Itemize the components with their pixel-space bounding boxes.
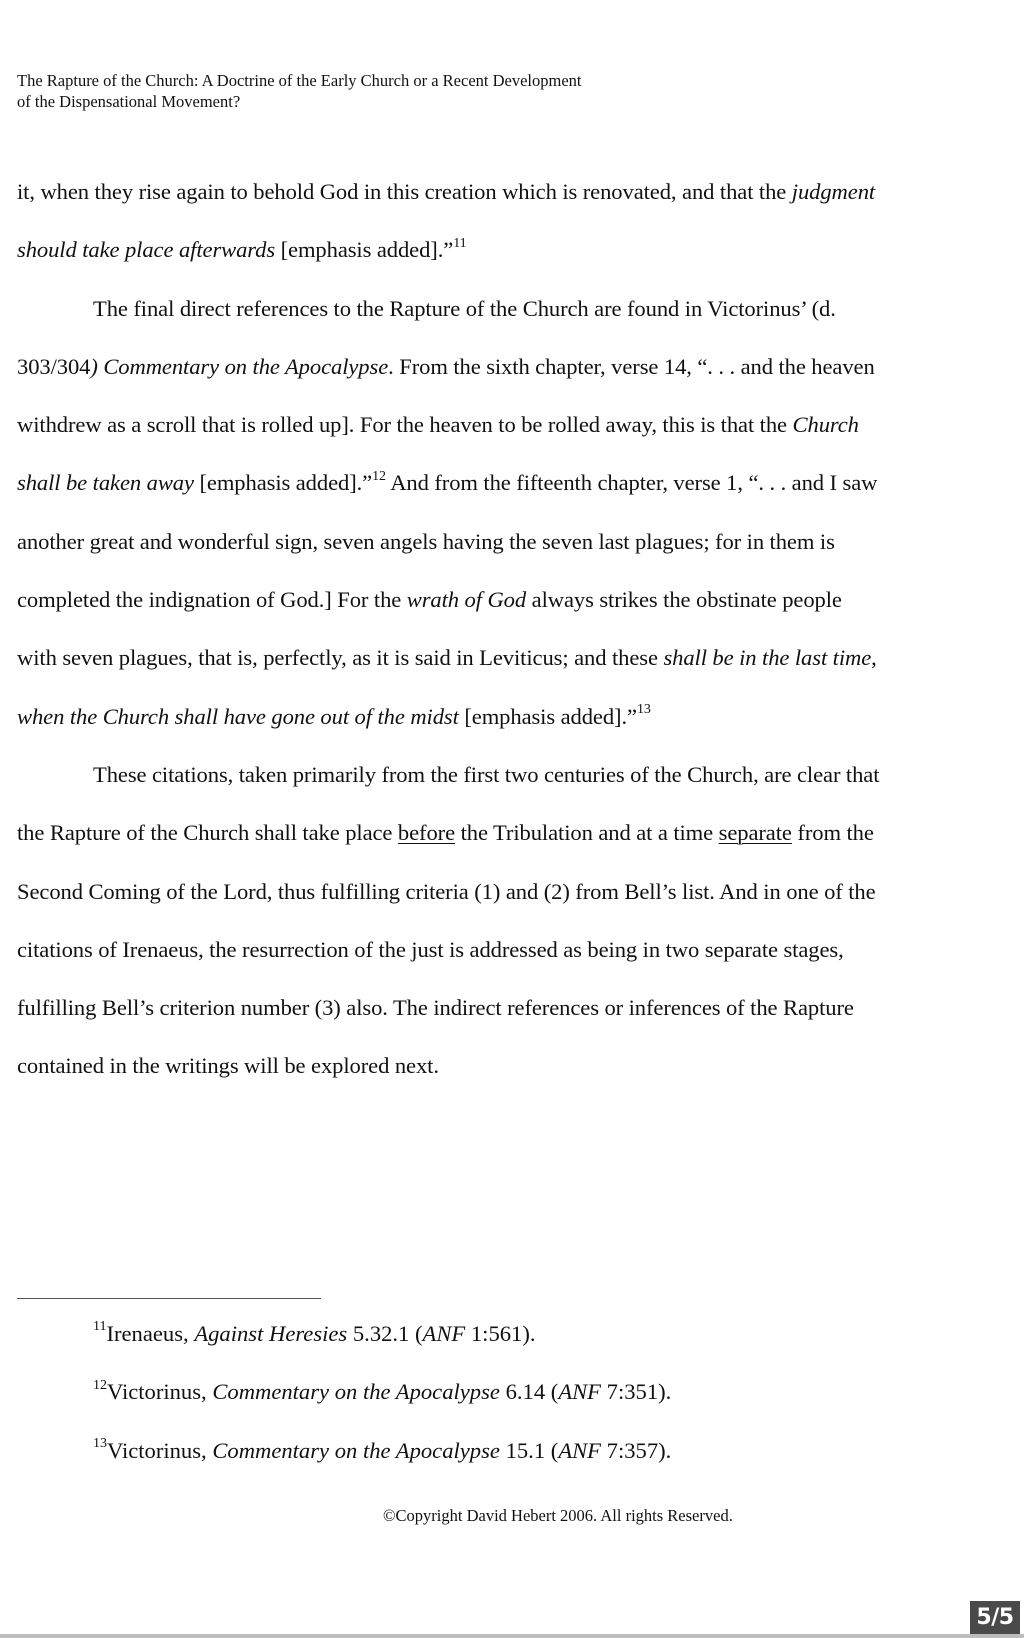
body-line: when the Church shall have gone out of the midst [emphasis added].”$^{13}$ (17, 702, 651, 729)
emphasis-text: judgment (791, 179, 876, 204)
emphasis-text: shall be in the last time (663, 645, 872, 671)
emphasis-text: shall be taken away (17, 470, 194, 496)
body-line: should take place afterwards [emphasis added].”$^{11}$ (17, 235, 467, 263)
body-line: it, when they rise again to behold God in this creation which is renovated, and that the judgment (17, 179, 876, 204)
copyright-notice: ©Copyright David Hebert 2006. All rights Reserved. (383, 1506, 733, 1525)
body-line: the Rapture of the Church shall take place before the Tribulation and at a time separate from the (17, 820, 874, 846)
body-line: fulfilling Bell’s criterion number (3) also. The indirect references or inferences of the Rapture (17, 995, 854, 1021)
emphasis-text: should take place afterwards (17, 237, 276, 263)
body-line: citations of Irenaeus, the resurrection of the just is addressed as being in two separate stages, (17, 936, 844, 962)
emphasis-text: wrath of God (406, 587, 527, 613)
body-line: contained in the writings will be explored next. (17, 1053, 439, 1079)
body-line: Second Coming of the Lord, thus fulfilling criteria (1) and (2) from Bell’s list. And in one of the (17, 878, 876, 904)
underlined-text: separate (718, 820, 792, 846)
running-header (17, 70, 737, 112)
footnote-ref-11[interactable]: 11 (453, 235, 467, 251)
paragraph-start: The final direct references to the Rapture of the Church are found in Victorinus’ (d. (93, 295, 836, 321)
footnote: $^{12}$Victorinus, Commentary on the Apocalypse 6.14 (ANF 7:351). (93, 1377, 672, 1405)
body-line: shall be taken away [emphasis added].”$^{12}$ And from the fifteenth chapter, verse 1, “. . . and I saw (17, 468, 878, 496)
body-line: withdrew as a scroll that is rolled up]. For the heaven to be rolled away, this is that the Church (17, 412, 859, 438)
page-indicator: 5/5 (970, 1601, 1020, 1634)
footnote: $^{11}$Irenaeus, Against Heresies 5.32.1 (ANF 1:561). (93, 1319, 536, 1346)
viewer-bottom-border (0, 1634, 1024, 1638)
underlined-text: before (397, 820, 456, 846)
footnote-number: 12 (93, 1377, 107, 1393)
body-line: with seven plagues, that is, perfectly, as it is said in Leviticus; and these shall be in the last time, (17, 645, 877, 671)
footnote-number: 11 (93, 1319, 107, 1335)
paragraph-start: These citations, taken primarily from the first two centuries of the Church, are clear that (93, 761, 880, 787)
body-line: another great and wonderful sign, seven angels having the seven last plagues; for in them is (17, 528, 835, 554)
footnotes (93, 1305, 993, 1480)
footnote: $^{13}$Victorinus, Commentary on the Apocalypse 15.1 (ANF 7:357). (93, 1436, 672, 1463)
footnote-separator (17, 1298, 321, 1299)
footnote-ref-12[interactable]: 12 (372, 468, 386, 484)
body-text (17, 163, 1017, 1096)
emphasis-text: when the Church shall have gone out of the midst (17, 703, 459, 729)
running-header-line-1: The Rapture of the Church: A Doctrine of the Early Church or a Recent Development (17, 71, 582, 90)
running-header-line-2: of the Dispensational Movement? (17, 92, 241, 111)
footnote-ref-13[interactable]: 13 (636, 702, 651, 718)
footnote-number: 13 (93, 1436, 107, 1452)
body-line: completed the indignation of God.] For the wrath of God always strikes the obstinate people (17, 587, 842, 613)
body-line: 303/304) Commentary on the Apocalypse. From the sixth chapter, verse 14, “. . . and the heaven (17, 353, 875, 379)
emphasis-text: Church (792, 412, 859, 438)
emphasis-text: ) Commentary on the Apocalypse (90, 353, 389, 379)
